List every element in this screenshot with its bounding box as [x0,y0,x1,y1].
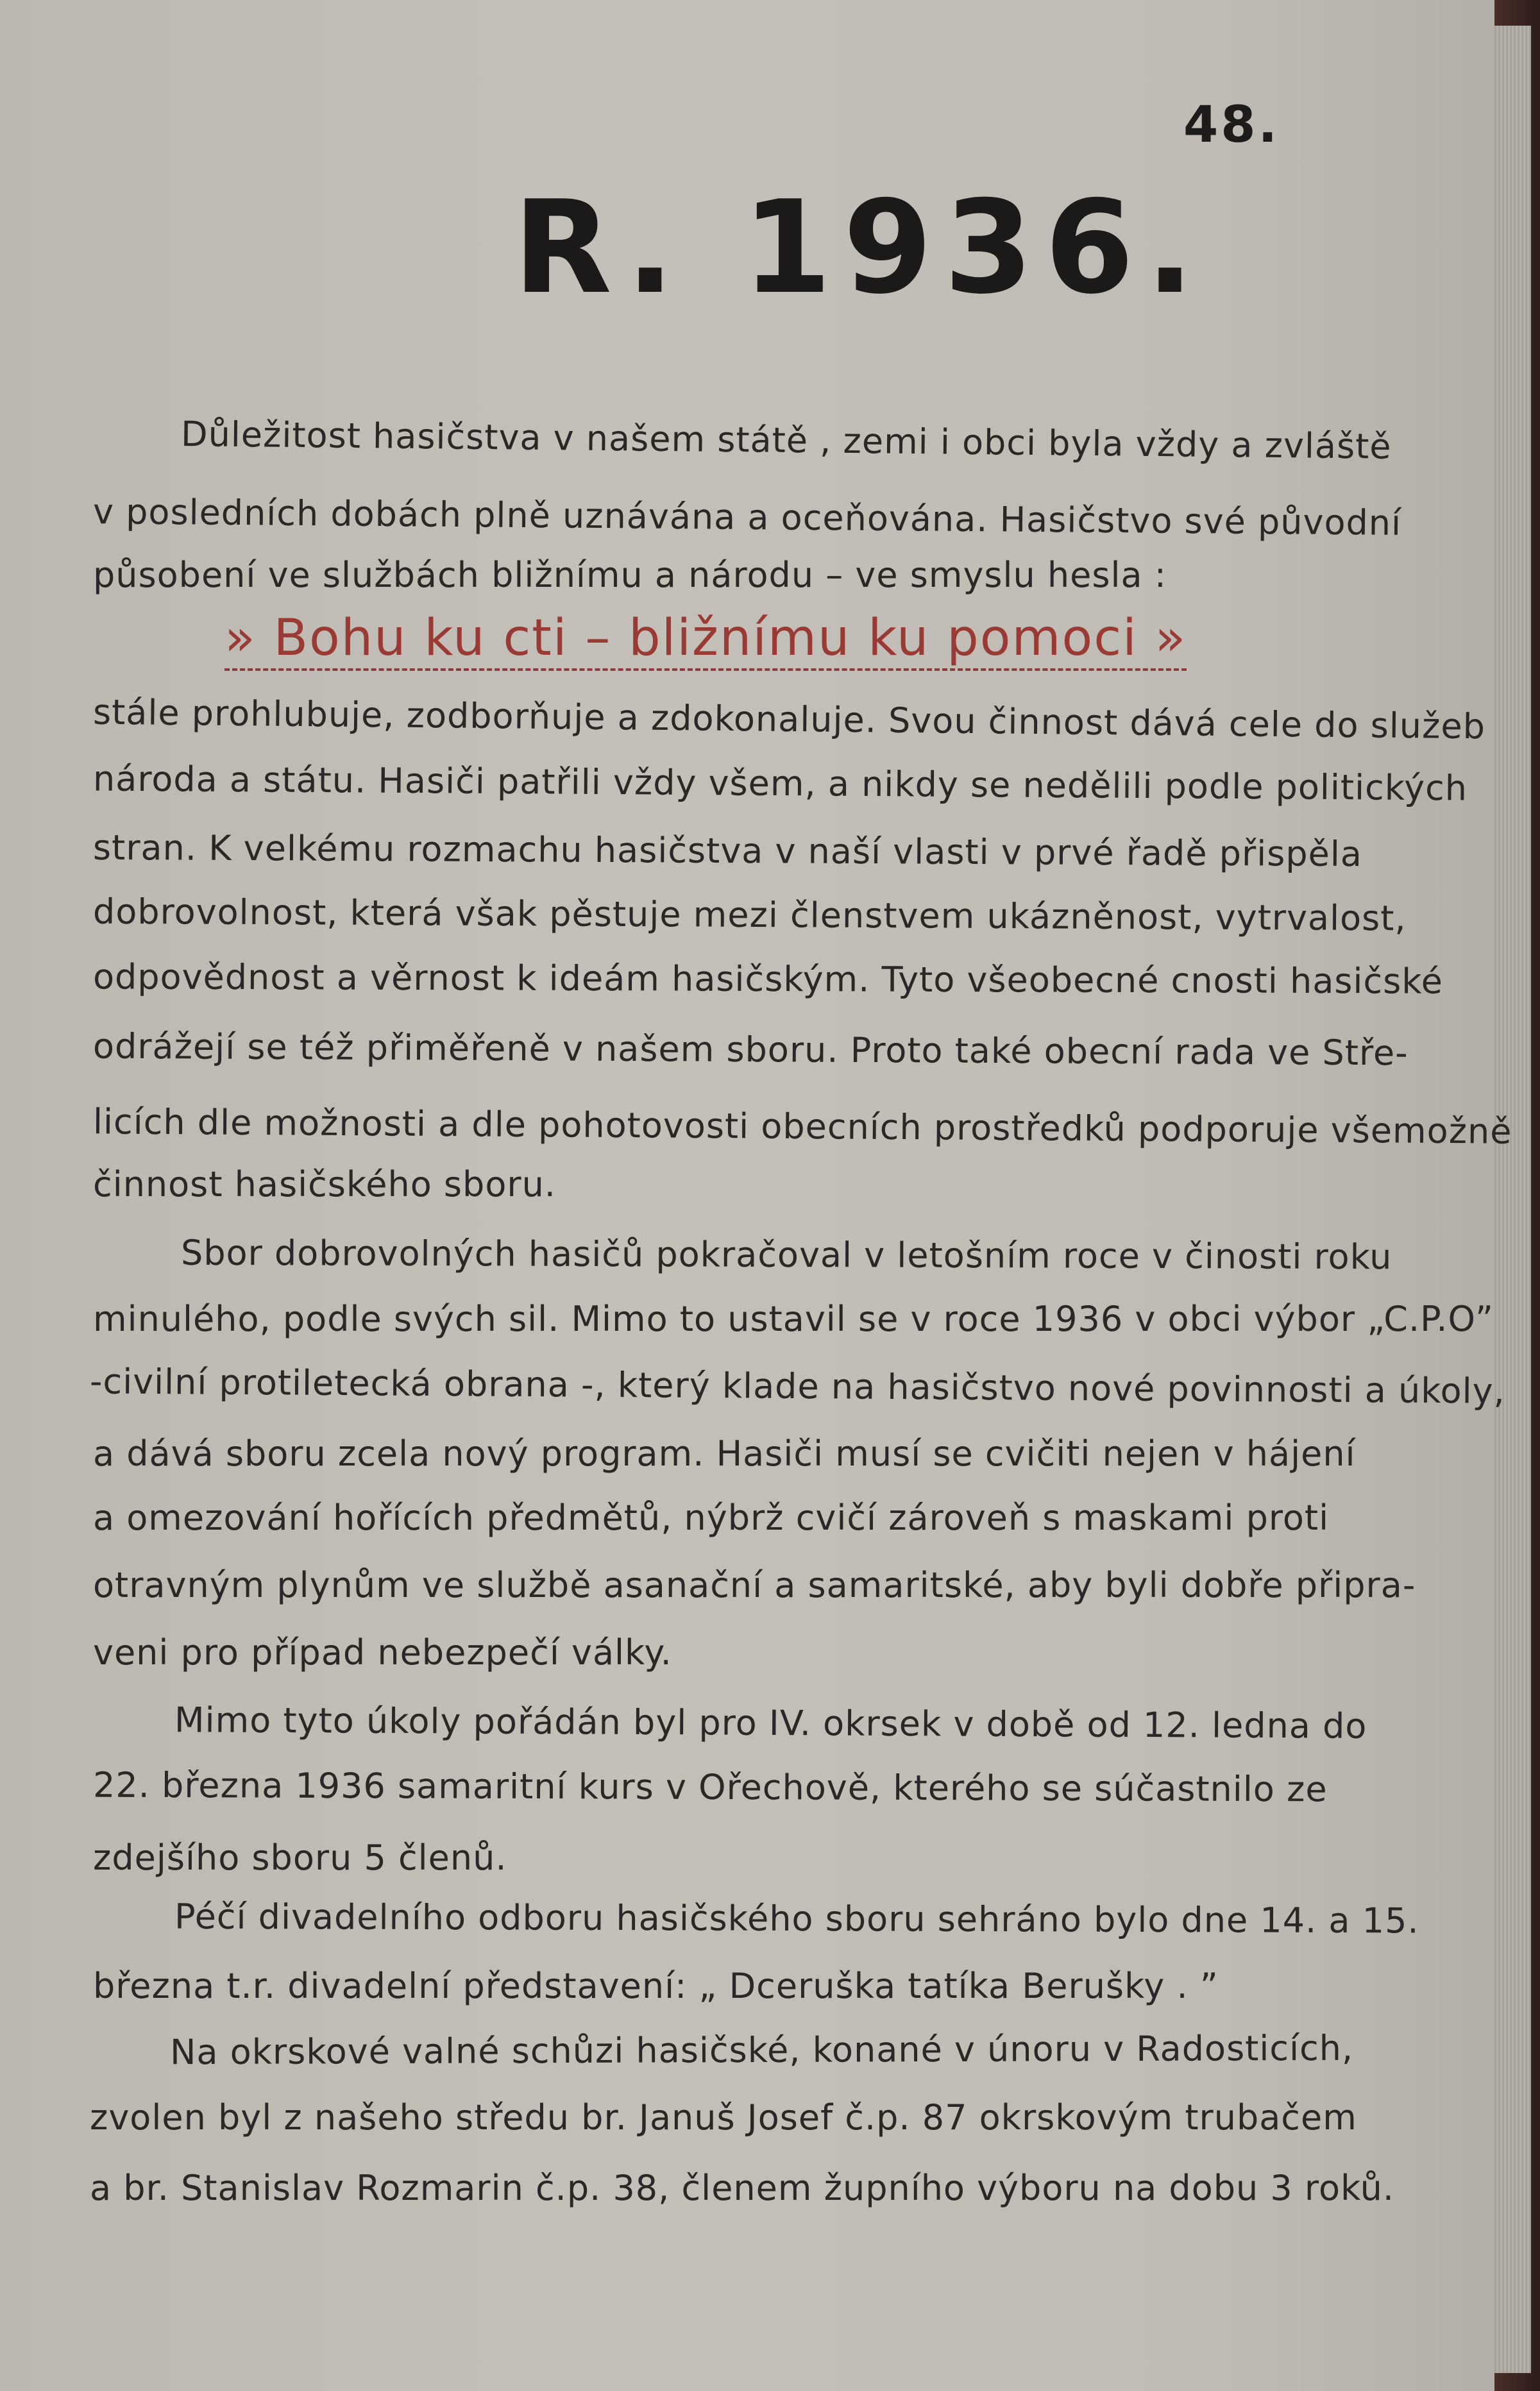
text-line-6: stran. K velkému rozmachu hasičstva v naší vlasti v prvé řadě přispěla [92,827,1363,875]
text-line-9: odrážejí se též přiměřeně v našem sboru. Proto také obecní rada ve Stře- [92,1026,1409,1074]
text-line-2: v posledních dobách plně uznávána a oceňována. Hasičstvo své původní [92,491,1402,543]
text-line-11: činnost hasičského sboru. [93,1164,556,1204]
page-title: R. 1936. [513,173,1206,323]
text-line-16: a omezování hořících předmětů, nýbrž cvičí zároveň s maskami proti [93,1498,1330,1538]
text-line-25: zvolen byl z našeho středu br. Januš Josef č.p. 87 okrskovým trubačem [90,2097,1357,2138]
text-line-1: Důležitost hasičstva v našem státě , zemi i obci byla vždy a zvláště [180,414,1392,467]
text-line-13: minulého, podle svých sil. Mimo to ustavil se v roce 1936 v obci výbor „C.P.O” [93,1299,1494,1339]
text-line-4: stále prohlubuje, zodborňuje a zdokonaluje. Svou činnost dává cele do služeb [92,691,1486,747]
text-line-20: 22. března 1936 samaritní kurs v Ořechově, kterého se súčastnilo ze [92,1764,1328,1810]
text-line-24: Na okrskové valné schůzi hasičské, konané v únoru v Radosticích, [169,2027,1354,2073]
text-line-3: působení ve službách bližnímu a národu – ve smyslu hesla : [93,555,1167,595]
text-line-5: národa a státu. Hasiči patřili vždy všem, a nikdy se nedělili podle politických [92,758,1468,809]
motto-slogan: » Bohu ku cti – bližnímu ku pomoci » [224,609,1187,671]
text-line-17: otravným plynům ve službě asanační a samaritské, aby byli dobře připra- [93,1565,1416,1605]
page-number: 48. [1183,96,1280,154]
text-line-8: odpovědnost a věrnost k ideám hasičským. Tyto všeobecné cnosti hasičské [92,956,1443,1002]
text-line-18: veni pro případ nebezpečí války. [93,1632,672,1673]
text-line-22: Péčí divadelního odboru hasičského sboru sehráno bylo dne 14. a 15. [174,1896,1419,1941]
text-line-12: Sbor dobrovolných hasičů pokračoval v letošním roce v činosti roku [180,1232,1392,1278]
text-line-14: -civilní protiletecká obrana -, který klade na hasičstvo nové povinnosti a úkoly, [89,1361,1505,1412]
text-line-15: a dává sboru zcela nový program. Hasiči musí se cvičiti nejen v hájení [93,1433,1356,1474]
text-line-7: dobrovolnost, která však pěstuje mezi členstvem ukázněnost, vytrvalost, [92,891,1407,939]
text-line-21: zdejšího sboru 5 členů. [93,1838,507,1878]
text-line-19: Mimo tyto úkoly pořádán byl pro IV. okrsek v době od 12. ledna do [174,1700,1367,1746]
text-line-23: března t.r. divadelní představení: „ Dceruška tatíka Berušky . ” [93,1966,1219,2006]
text-line-10: licích dle možnosti a dle pohotovosti obecních prostředků podporuje všemožně [92,1101,1512,1152]
text-line-26: a br. Stanislav Rozmarin č.p. 38, členem župního výboru na dobu 3 roků. [90,2168,1394,2208]
